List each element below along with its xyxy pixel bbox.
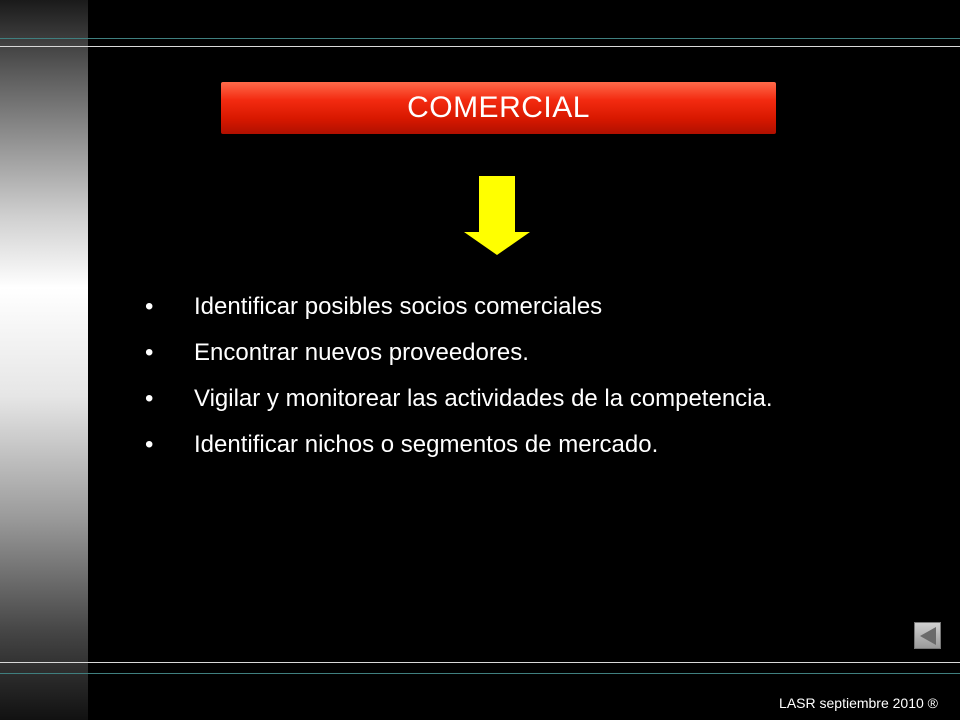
bullet-text: Identificar nichos o segmentos de mercado.	[194, 431, 659, 458]
bullet-text: Encontrar nuevos proveedores.	[194, 339, 529, 366]
back-button[interactable]	[914, 622, 941, 649]
back-triangle-icon	[918, 626, 938, 646]
slide-title-text: COMERCIAL	[407, 91, 590, 124]
footer-credit: LASR septiembre 2010 ®	[779, 695, 938, 711]
bullet-text: Identificar posibles socios comerciales	[194, 293, 603, 320]
bullet-dot: •	[145, 385, 154, 412]
side-gradient-bar	[0, 0, 88, 720]
bottom-rule-teal	[0, 673, 960, 674]
list-item	[145, 428, 897, 462]
bottom-rule	[0, 662, 960, 663]
bullet-list	[145, 290, 897, 474]
list-item	[145, 382, 897, 416]
list-item	[145, 290, 897, 324]
top-rule	[0, 46, 960, 47]
slide-title	[221, 82, 776, 134]
bullet-dot: •	[145, 431, 154, 458]
bullet-dot: •	[145, 339, 154, 366]
bullet-text: Vigilar y monitorear las actividades de la competencia.	[194, 385, 773, 412]
down-arrow-icon	[462, 176, 532, 256]
list-item	[145, 336, 897, 370]
bullet-dot: •	[145, 293, 154, 320]
top-rule-teal	[0, 38, 960, 39]
